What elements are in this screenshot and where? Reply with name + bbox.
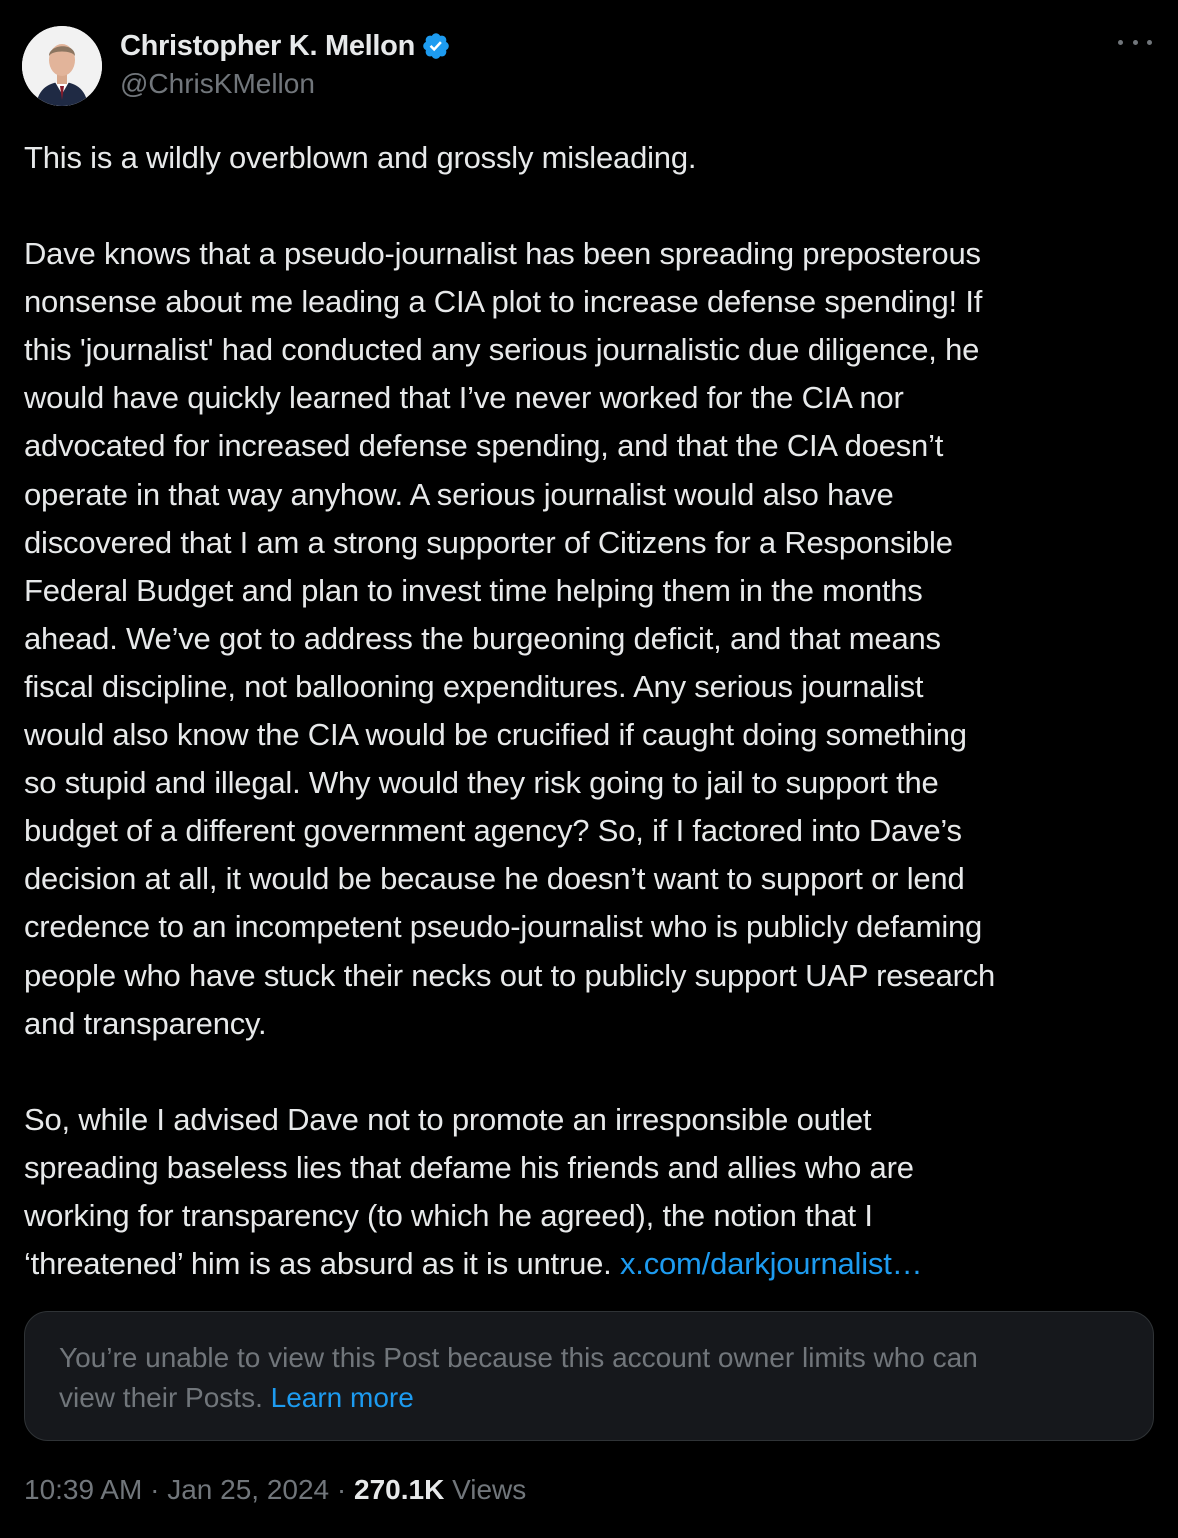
post-line: decision at all, it would be because he doesn’t want to support or lend — [24, 861, 965, 897]
post-line: Dave knows that a pseudo-journalist has been spreading preposterous — [24, 236, 981, 272]
post-line: and transparency. — [24, 1005, 267, 1041]
post-line: discovered that I am a strong supporter of Citizens for a Responsible — [24, 524, 953, 560]
avatar[interactable] — [22, 26, 102, 106]
display-name[interactable]: Christopher K. Mellon — [120, 29, 415, 62]
post-line: would have quickly learned that I’ve never worked for the CIA nor — [24, 380, 904, 416]
paragraph-gap — [24, 1048, 1154, 1096]
post-line: Federal Budget and plan to invest time helping them in the months — [24, 572, 923, 608]
post-line: working for transparency (to which he agreed), the notion that I — [24, 1197, 873, 1233]
learn-more-link[interactable]: Learn more — [270, 1382, 414, 1413]
paragraph-gap — [24, 182, 1154, 230]
author-names — [120, 30, 451, 100]
post-line: so stupid and illegal. Why would they risk going to jail to support the — [24, 765, 939, 801]
handle[interactable]: @ChrisKMellon — [120, 68, 315, 99]
post-line: operate in that way anyhow. A serious journalist would also have — [24, 476, 894, 512]
post-line: credence to an incompetent pseudo-journalist who is publicly defaming — [24, 909, 983, 945]
post-line: ahead. We’ve got to address the burgeoning deficit, and that means — [24, 620, 941, 656]
more-dot — [1133, 40, 1138, 45]
views-count[interactable]: 270.1K — [354, 1474, 445, 1505]
post-line: This is a wildly overblown and grossly misleading. — [24, 140, 697, 175]
post-time[interactable]: 10:39 AM — [24, 1474, 143, 1505]
post-line: So, while I advised Dave not to promote an irresponsible outlet — [24, 1101, 872, 1137]
profile-photo — [22, 26, 102, 106]
more-dot — [1147, 40, 1152, 45]
post-line: advocated for increased defense spending, and that the CIA doesn’t — [24, 428, 944, 464]
display-name-row — [120, 30, 451, 62]
post-line: this 'journalist' had conducted any serious journalistic due diligence, he — [24, 332, 980, 368]
post-line: nonsense about me leading a CIA plot to increase defense spending! If — [24, 284, 983, 320]
post-text — [24, 134, 1154, 1288]
views-label: Views — [444, 1474, 527, 1505]
post-line: spreading baseless lies that defame his friends and allies who are — [24, 1149, 914, 1185]
verified-badge-icon[interactable] — [421, 31, 451, 61]
post-line: would also know the CIA would be crucified if caught doing something — [24, 717, 967, 753]
more-horizontal-icon[interactable] — [1118, 32, 1152, 52]
notice-text: view their Posts. — [59, 1382, 271, 1413]
post-line-last — [24, 1240, 1154, 1288]
meta-separator: · — [142, 1474, 168, 1505]
meta-separator: · — [329, 1474, 355, 1505]
notice-line — [59, 1378, 1119, 1418]
post-line: people who have stuck their necks out to publicly support UAP research — [24, 957, 996, 993]
unavailable-post-card — [24, 1311, 1154, 1441]
notice-line: You’re unable to view this Post because this account owner limits who can — [59, 1342, 978, 1373]
post-date[interactable]: Jan 25, 2024 — [167, 1474, 330, 1505]
post-line-text: ‘threatened’ him is as absurd as it is untrue. — [24, 1245, 620, 1281]
post-line: fiscal discipline, not ballooning expenditures. Any serious journalist — [24, 668, 924, 704]
more-dot — [1118, 40, 1123, 45]
post-link[interactable]: x.com/darkjournalist… — [619, 1245, 923, 1281]
post-header — [22, 26, 1158, 106]
post-meta — [24, 1474, 526, 1506]
post-line: budget of a different government agency? So, if I factored into Dave’s — [24, 813, 962, 849]
